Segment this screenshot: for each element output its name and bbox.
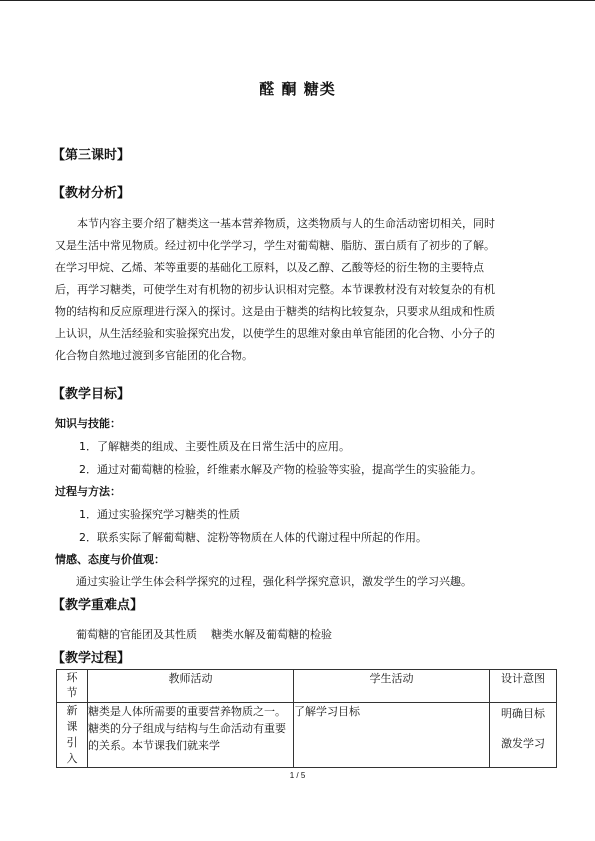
emotion-label: 情感、态度与价值观： (55, 553, 165, 566)
teaching-process-table (56, 669, 557, 768)
analysis-paragraph (55, 213, 545, 367)
intent-line: 明确目标 (501, 707, 545, 720)
cell-teacher: 糖类是人体所需要的重要营养物质之一。糖类的分子组成与结构与生命活动有重要的关系。本节课我们就来学 (88, 703, 294, 768)
process-heading: 【教学过程】 (52, 651, 131, 666)
analysis-line: 后，再学习糖类，可使学生对有机物的初步认识相对完整。本节课教材没有对较复杂的有机 (55, 283, 495, 296)
analysis-line: 物的结构和反应原理进行深入的探讨。这是由于糖类的结构比较复杂，只要求从组成和性质 (55, 305, 495, 318)
cell-intent (490, 703, 557, 768)
header-student: 学生活动 (294, 670, 490, 703)
analysis-line: 又是生活中常见物质。经过初中化学学习，学生对葡萄糖、脂肪、蛋白质有了初步的了解。 (55, 239, 495, 252)
top-rule (0, 0, 595, 1)
knowledge-item: 2．通过对葡萄糖的检验，纤维素水解及产物的检验等实验，提高学生的实验能力。 (79, 463, 482, 476)
intent-line: 激发学习 (501, 737, 545, 750)
page-title: 醛 酮 糖类 (259, 80, 336, 98)
analysis-line: 上认识，从生活经验和实验探究出发，以使学生的思维对象由单官能团的化合物、小分子的 (55, 327, 495, 340)
lesson-heading: 【第三课时】 (52, 148, 131, 163)
cell-stage: 新课引入 (57, 703, 88, 768)
header-stage: 环节 (57, 670, 88, 703)
knowledge-label: 知识与技能： (55, 417, 121, 430)
analysis-heading: 【教材分析】 (52, 186, 131, 201)
header-intent: 设计意图 (490, 670, 557, 703)
keypoints-text: 葡萄糖的官能团及其性质 糖类水解及葡萄糖的检验 (76, 628, 332, 641)
page-number: 1 / 5 (289, 771, 306, 780)
cell-student: 了解学习目标 (294, 703, 490, 768)
header-teacher: 教师活动 (88, 670, 294, 703)
process-item: 1．通过实验探究学习糖类的性质 (79, 508, 240, 521)
knowledge-item: 1．了解糖类的组成、主要性质及在日常生活中的应用。 (79, 440, 350, 453)
process-label: 过程与方法： (55, 485, 121, 498)
table-header-row (57, 670, 557, 703)
analysis-line: 本节内容主要介绍了糖类这一基本营养物质，这类物质与人的生命活动密切相关，同时 (77, 217, 495, 230)
goals-heading: 【教学目标】 (52, 387, 131, 402)
table-row (57, 703, 557, 768)
emotion-text: 通过实验让学生体会科学探究的过程，强化科学探究意识，激发学生的学习兴趣。 (76, 575, 472, 588)
analysis-line: 化合物自然地过渡到多官能团的化合物。 (55, 349, 253, 362)
process-item: 2．联系实际了解葡萄糖、淀粉等物质在人体的代谢过程中所起的作用。 (79, 531, 427, 544)
keypoints-heading: 【教学重难点】 (52, 598, 144, 613)
analysis-line: 在学习甲烷、乙烯、苯等重要的基础化工原料，以及乙醇、乙酸等烃的衍生物的主要特点 (55, 261, 484, 274)
